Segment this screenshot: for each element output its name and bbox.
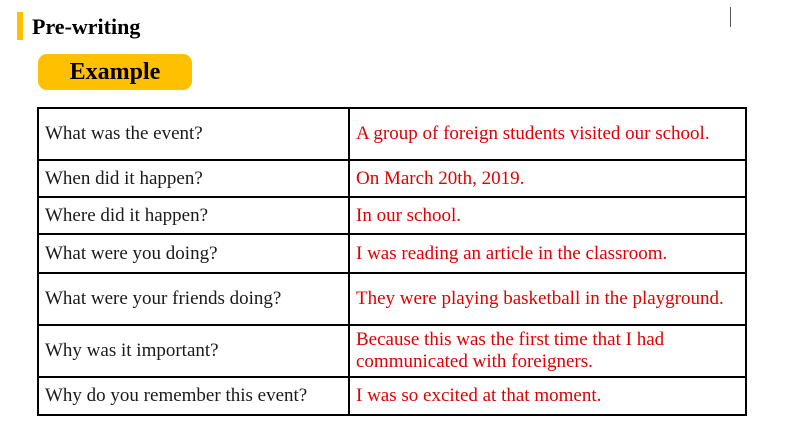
answer-cell: I was so excited at that moment. xyxy=(349,377,746,415)
table-row xyxy=(38,325,746,377)
question-cell: What was the event? xyxy=(38,108,349,160)
qa-table xyxy=(37,107,747,416)
question-cell: When did it happen? xyxy=(38,160,349,197)
answer-cell: I was reading an article in the classroom. xyxy=(349,234,746,273)
table-row xyxy=(38,160,746,197)
table-row xyxy=(38,234,746,273)
answer-cell: Because this was the first time that I had communicated with foreigners. xyxy=(349,325,746,377)
table-row xyxy=(38,273,746,325)
question-cell: Why was it important? xyxy=(38,325,349,377)
top-divider xyxy=(730,7,731,27)
table-row xyxy=(38,197,746,234)
answer-cell: In our school. xyxy=(349,197,746,234)
question-cell: What were you doing? xyxy=(38,234,349,273)
table-row xyxy=(38,108,746,160)
table-row xyxy=(38,377,746,415)
section-title: Pre-writing xyxy=(32,14,141,39)
answer-cell: On March 20th, 2019. xyxy=(349,160,746,197)
answer-cell: A group of foreign students visited our school. xyxy=(349,108,746,160)
example-badge xyxy=(38,54,192,90)
title-accent-bar xyxy=(17,12,23,40)
question-cell: Why do you remember this event? xyxy=(38,377,349,415)
answer-cell: They were playing basketball in the playground. xyxy=(349,273,746,325)
question-cell: What were your friends doing? xyxy=(38,273,349,325)
question-cell: Where did it happen? xyxy=(38,197,349,234)
example-label: Example xyxy=(69,58,161,85)
